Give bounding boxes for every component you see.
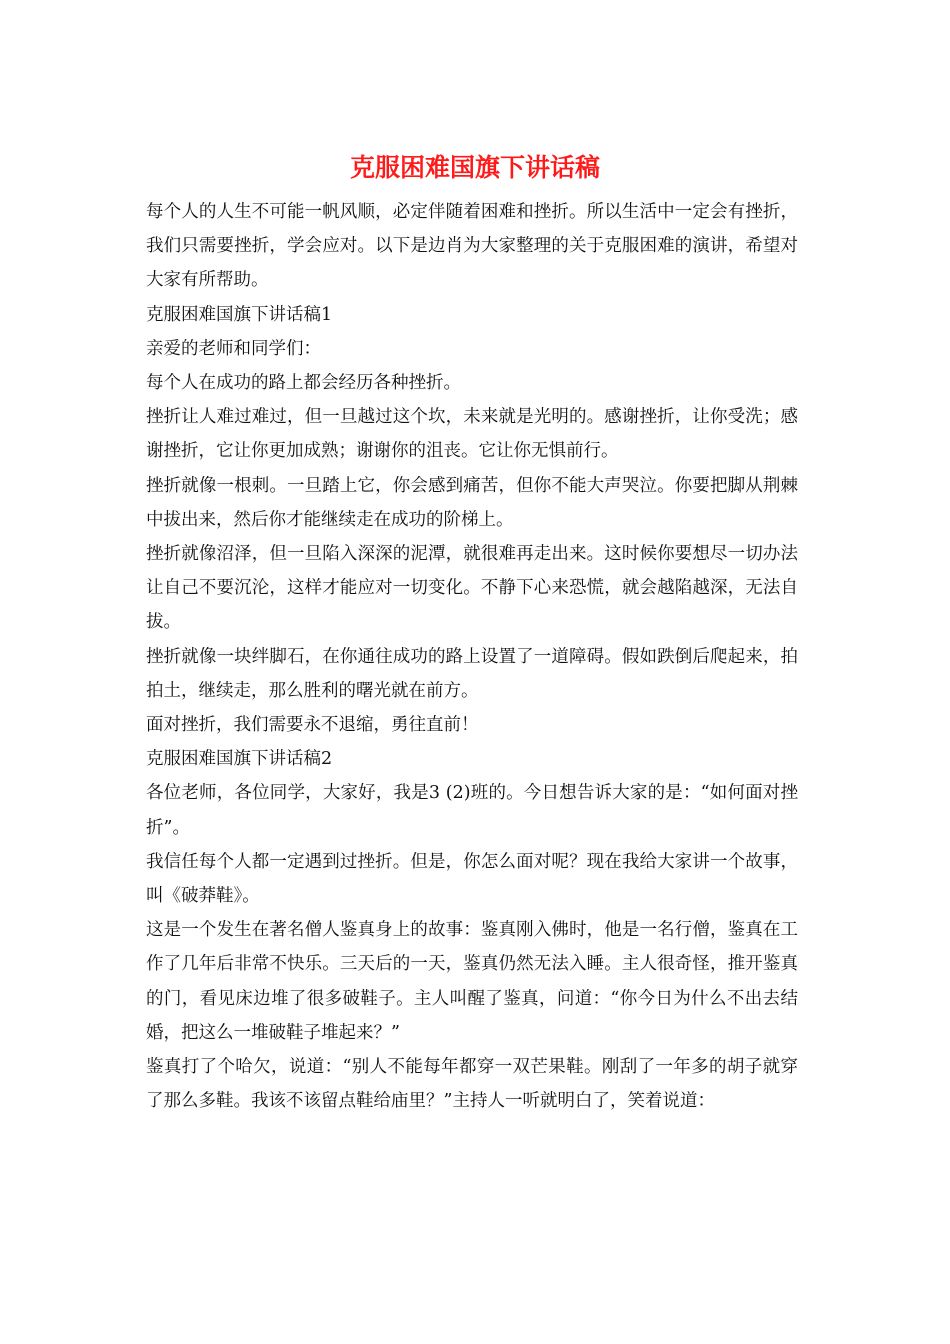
body-paragraph: 面对挫折，我们需要永不退缩，勇往直前！ <box>146 715 479 736</box>
body-paragraph: 挫折就像一块绊脚石，在你通往成功的路上设置了一道障碍。假如跌倒后爬起来，拍拍土，继续走，那么胜利的曙光就在前方。 <box>146 646 798 701</box>
body-paragraph: 挫折就像一根刺。一旦踏上它，你会感到痛苦，但你不能大声哭泣。你要把脚从荆棘中拔出来，然后你才能继续走在成功的阶梯上。 <box>146 475 798 530</box>
body-paragraph: 鉴真打了个哈欠，说道：“别人不能每年都穿一双芒果鞋。刚刮了一年多的胡子就穿了那么多鞋。我该不该留点鞋给庙里？”主持人一听就明白了，笑着说道： <box>146 1057 798 1112</box>
body-paragraph: 挫折就像沼泽，但一旦陷入深深的泥潭，就很难再走出来。这时候你要想尽一切办法让自己不要沉沦，这样才能应对一切变化。不静下心来恐慌，就会越陷越深，无法自拔。 <box>146 544 798 633</box>
document-body <box>146 195 798 1118</box>
body-paragraph: 每个人在成功的路上都会经历各种挫折。 <box>146 373 461 394</box>
speech-1-heading: 克服困难国旗下讲话稿1 <box>146 304 333 325</box>
speech-2-heading: 克服困难国旗下讲话稿2 <box>146 749 333 770</box>
body-paragraph: 这是一个发生在著名僧人鉴真身上的故事：鉴真刚入佛时，他是一名行僧，鉴真在工作了几年后非常不快乐。三天后的一天，鉴真仍然无法入睡。主人很奇怪，推开鉴真的门，看见床边堆了很多破鞋子。主人叫醒了鉴真，问道：“你今日为什么不出去结婚，把这么一堆破鞋子堆起来？” <box>146 920 798 1043</box>
body-paragraph: 我信任每个人都一定遇到过挫折。但是，你怎么面对呢？现在我给大家讲一个故事，叫《破莽鞋》。 <box>146 851 798 907</box>
speech-1-greeting: 亲爱的老师和同学们： <box>146 338 321 359</box>
document-title: 克服困难国旗下讲话稿 <box>349 153 600 182</box>
intro-paragraph: 每个人的人生不可能一帆风顺，必定伴随着困难和挫折。所以生活中一定会有挫折，我们只需要挫折，学会应对。以下是边肖为大家整理的关于克服困难的演讲，希望对大家有所帮助。 <box>146 202 798 291</box>
body-paragraph: 挫折让人难过难过，但一旦越过这个坎，未来就是光明的。感谢挫折，让你受洗；感谢挫折，它让你更加成熟；谢谢你的沮丧。它让你无惧前行。 <box>146 407 798 462</box>
body-paragraph: 各位老师，各位同学，大家好，我是3 (2)班的。今日想告诉大家的是：“如何面对挫折”。 <box>146 783 798 838</box>
